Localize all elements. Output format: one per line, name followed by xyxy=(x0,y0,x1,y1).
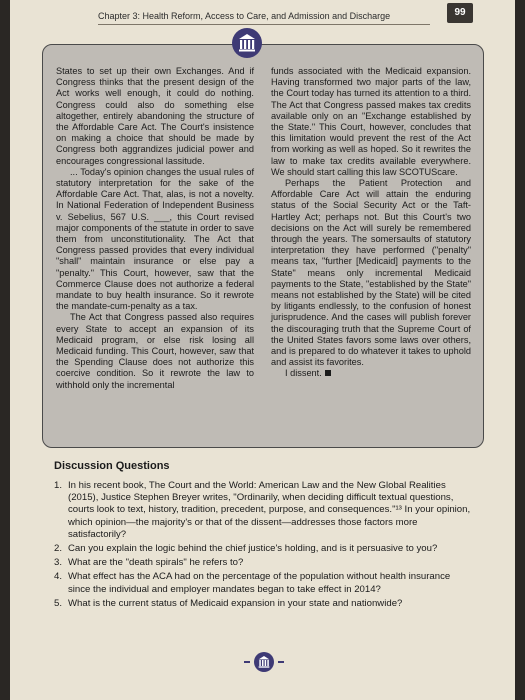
discussion-question xyxy=(54,571,474,595)
footer-dash xyxy=(244,661,250,663)
opinion-paragraph: funds associated with the Medicaid expansion. Having transformed two major parts of the law, the Court today has turned its attention to a third. The Act that Congress passed makes tax credits available only on an "Exchange established by the State." This Court, however, concludes that this limitation would prevent the rest of the Act from working as well as hoped. So it rewrites the law to make tax credits available everywhere. We should start calling this law SCOTUScare. xyxy=(271,66,471,177)
question-text: What are the "death spirals" he refers to? xyxy=(68,557,244,569)
discussion-questions-list xyxy=(54,480,474,612)
question-text: In his recent book, The Court and the World: American Law and the New Global Realities (2015), Justice Stephen Breyer writes, "Ordinarily, when deciding difficult textual questions, courts look to text, history, tradition, precedent, purpose, and consequences."¹³ In your opinion, which opinion—the majority's or that of the dissent—addresses those factors more satisfactorily? xyxy=(68,480,471,540)
question-number: 5. xyxy=(54,597,63,609)
question-number: 2. xyxy=(54,543,63,555)
running-head: Chapter 3: Health Reform, Access to Care, and Admission and Discharge xyxy=(98,8,430,25)
columns-icon xyxy=(232,28,262,58)
question-number: 3. xyxy=(54,557,63,569)
opinion-paragraph: States to set up their own Exchanges. And if Congress thinks that the present design of the Act works well enough, it could do nothing. Congress could also do something else altogether, entirely abandoning the structure of the Affordable Care Act. The Court's insistence on making a choice that should be made by Congress both aggrandizes judicial power and encourages congressional lassitude. xyxy=(56,66,254,166)
footer-columns-icon-graphic xyxy=(254,652,274,672)
question-number: 1. xyxy=(54,480,63,491)
discussion-question xyxy=(54,557,474,569)
opinion-paragraph: ... Today's opinion changes the usual rules of statutory interpretation for the sake of the Affordable Care Act. That, alas, is not a novelty. In National Federation of Independent Business v. Sebelius, 567 U.S. ___, this Court revised major components of the statute in order to save them from unconstitutionality. The Act that Congress passed provides that every individual "shall" maintain insurance or else pay a "penalty." This Court, however, saw that the Commerce Clause does not authorize a federal mandate to buy health insurance. So it rewrote the mandate-cum-penalty as a tax. xyxy=(56,166,254,312)
discussion-question xyxy=(54,598,474,610)
discussion-questions-title: Discussion Questions xyxy=(54,460,170,472)
page-number: 99 xyxy=(447,3,473,23)
end-mark-icon xyxy=(325,370,331,376)
opinion-paragraph: Perhaps the Patient Protection and Affordable Care Act will attain the enduring status of the Social Security Act or the Taft-Hartley Act; perhaps not. But this Court's two decisions on the Act will surely be remembered through the years. The somersaults of statutory interpretation they have performed ("penalty" means tax, "further [Medicaid] payments to the State" means only incremental Medicaid payments to the State, "established by the State" means not established by the State) will be cited by litigants endlessly, to the confusion of honest jurisprudence. And the cases will publish forever the discouraging truth that the Supreme Court of the United States favors some laws over others, and is prepared to do whatever it takes to uphold and assist its favorites. xyxy=(271,178,471,368)
discussion-question xyxy=(54,480,474,541)
discussion-question xyxy=(54,543,474,555)
closing-line xyxy=(271,368,471,379)
opinion-right-column xyxy=(271,66,471,380)
dissent-text: I dissent. xyxy=(285,368,322,379)
footer-columns-icon xyxy=(254,652,274,672)
opinion-paragraph: The Act that Congress passed also requires every State to accept an expansion of its Medicaid program, or else risk losing all Medicaid funding. This Court, however, saw that the Spending Clause does not authorize this coercive condition. So it rewrote the law to withhold only the incremental xyxy=(56,312,254,390)
question-text: What is the current status of Medicaid expansion in your state and nationwide? xyxy=(68,597,403,609)
opinion-left-column xyxy=(56,66,254,391)
book-page xyxy=(10,0,515,700)
footer-dash xyxy=(278,661,284,663)
question-number: 4. xyxy=(54,571,63,583)
question-text: What effect has the ACA had on the percentage of the population without health insurance since the individual and employer mandates began to take effect in 2014? xyxy=(68,571,451,595)
columns-icon-graphic xyxy=(232,28,262,58)
question-text: Can you explain the logic behind the chief justice's holding, and is it persuasive to you? xyxy=(68,543,438,555)
